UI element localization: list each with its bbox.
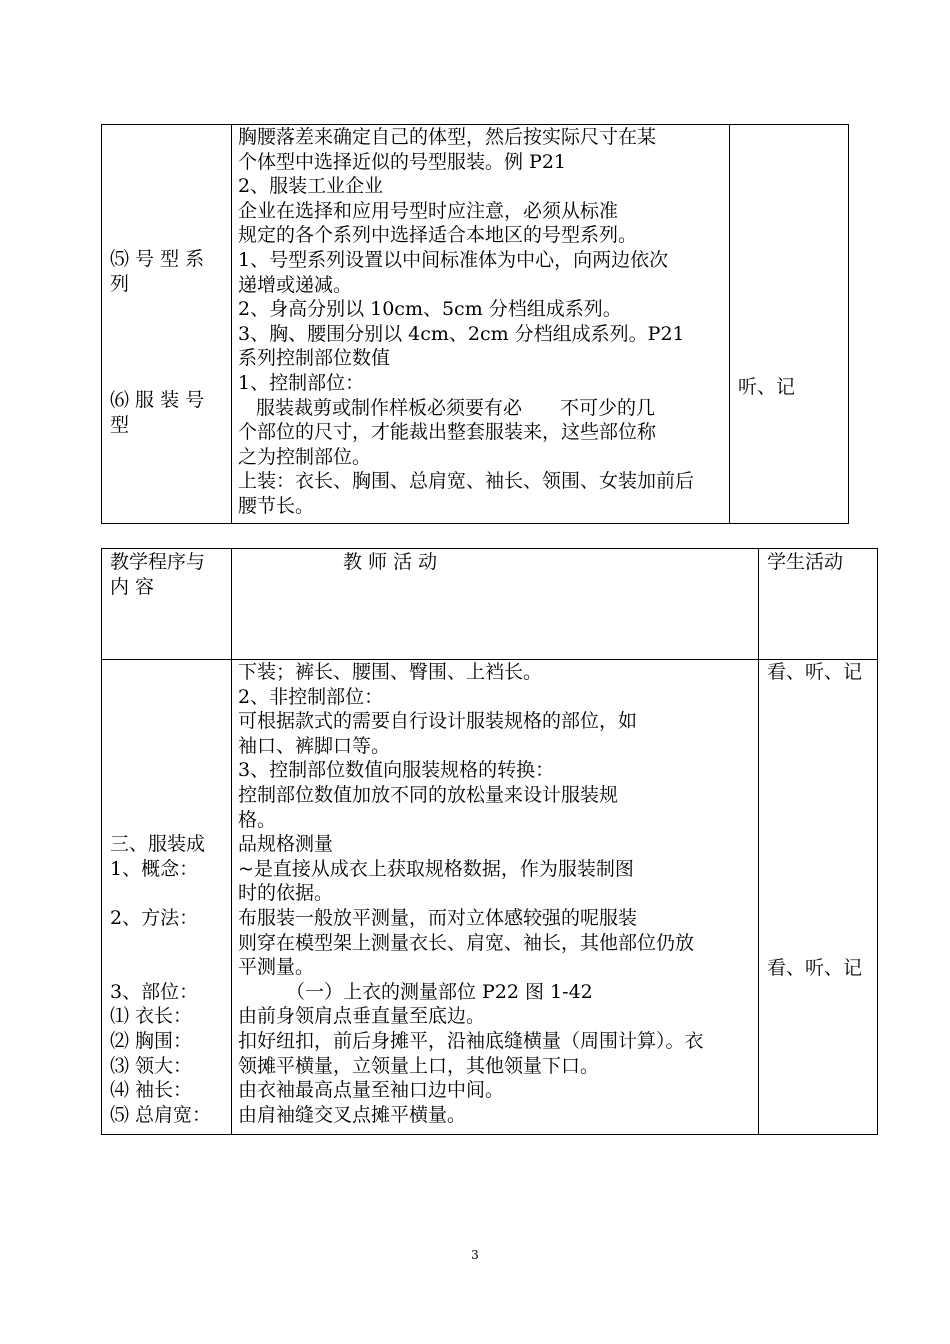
text-line: 可根据款式的需要自行设计服装规格的部位，如	[238, 710, 638, 733]
text-line: 则穿在模型架上测量衣长、肩宽、袖长，其他部位仍放	[238, 931, 695, 954]
left-item: 型	[110, 413, 130, 436]
text-line: 3、控制部位数值向服装规格的转换：	[238, 759, 555, 782]
student-activity: 看、听、记	[767, 661, 863, 683]
text-line: ~是直接从成衣上获取规格数据，作为服装制图	[238, 857, 634, 880]
left-item: ⑴ 衣长：	[110, 1005, 193, 1028]
table1-middle-cell	[232, 125, 730, 524]
text-line: 扣好纽扣，前后身摊平，沿袖底缝横量（周围计算）。衣	[238, 1029, 704, 1052]
text-line: 个体型中选择近似的号型服装。例 P21	[238, 150, 567, 173]
page-number: 3	[471, 1248, 479, 1262]
left-item: ⑹ 服 装 号	[110, 389, 205, 412]
text-line: 1、控制部位：	[238, 371, 365, 394]
text-line: 时的依据。	[238, 882, 334, 905]
text-line: 布服装一般放平测量，而对立体感较强的呢服装	[238, 906, 638, 929]
table2-right-cell	[759, 660, 878, 1135]
header-cell-student	[759, 549, 878, 660]
text-line: 之为控制部位。	[238, 445, 372, 468]
text-line: 格。	[238, 808, 277, 831]
text-line: 胸腰落差来确定自己的体型，然后按实际尺寸在某	[238, 126, 657, 148]
text-line: 控制部位数值加放不同的放松量来设计服装规	[238, 783, 619, 806]
left-item: ⑸ 总肩宽：	[110, 1103, 212, 1126]
table1-left-cell	[102, 125, 232, 524]
text-line: 由肩袖缝交叉点摊平横量。	[238, 1103, 467, 1126]
header-teacher-activity: 教 师 活 动	[343, 551, 438, 573]
left-item: 2、方法：	[110, 907, 199, 930]
text-line: 2、非控制部位：	[238, 685, 384, 708]
text-line: 规定的各个系列中选择适合本地区的号型系列。	[238, 224, 638, 247]
text-line: 3、胸、腰围分别以 4cm、2cm 分档组成系列。P21	[238, 322, 685, 345]
text-line: 企业在选择和应用号型时应注意，必须从标准	[238, 199, 619, 222]
text-line: 1、号型系列设置以中间标准体为中心，向两边依次	[238, 248, 669, 271]
left-item: ⑵ 胸围：	[110, 1029, 193, 1052]
left-item: 1、概念：	[110, 857, 199, 880]
left-item: 三、服装成	[110, 833, 206, 855]
left-item: 3、部位：	[110, 980, 199, 1003]
header-student-activity: 学生活动	[767, 551, 844, 573]
header-program-line1: 教学程序与	[110, 551, 206, 573]
text-line: 领摊平横量，立领量上口，其他领量下口。	[238, 1054, 600, 1077]
text-line: 下装；裤长、腰围、臀围、上裆长。	[238, 661, 543, 683]
student-activity: 看、听、记	[767, 956, 863, 979]
text-line: 2、身高分别以 10cm、5cm 分档组成系列。	[238, 298, 622, 321]
table-1	[101, 124, 849, 524]
text-line: 袖口、裤脚口等。	[238, 734, 391, 757]
text-line: 由衣袖最高点量至袖口边中间。	[238, 1079, 505, 1102]
text-line: 品规格测量	[238, 833, 334, 856]
text-line: 个部位的尺寸，才能裁出整套服装来，这些部位称	[238, 421, 657, 444]
left-item: ⑶ 领大：	[110, 1054, 193, 1077]
text-line: 递增或递减。	[238, 273, 353, 296]
text-line: （一）上衣的测量部位 P22 图 1-42	[286, 980, 593, 1003]
text-line: 服装裁剪或制作样板必须要有必 不可少的几	[256, 396, 656, 419]
text-line: 系列控制部位数值	[238, 347, 391, 370]
student-activity: 听、记	[738, 376, 796, 398]
left-item: ⑷ 袖长：	[110, 1079, 193, 1102]
left-item: 列	[110, 272, 130, 295]
text-line: 2、服装工业企业	[238, 175, 384, 198]
text-line: 平测量。	[238, 956, 315, 979]
table-2	[101, 548, 878, 1135]
table1-right-cell	[730, 125, 849, 524]
header-cell-teacher	[232, 549, 759, 660]
header-cell-program	[102, 549, 232, 660]
table2-left-cell	[102, 660, 232, 1135]
table2-middle-cell	[232, 660, 759, 1135]
text-line: 由前身领肩点垂直量至底边。	[238, 1005, 486, 1028]
header-program-line2: 内 容	[110, 575, 155, 598]
text-line: 腰节长。	[238, 494, 315, 517]
text-line: 上装：衣长、胸围、总肩宽、袖长、领围、女装加前后	[238, 470, 695, 493]
left-item: ⑸ 号 型 系	[110, 248, 205, 270]
